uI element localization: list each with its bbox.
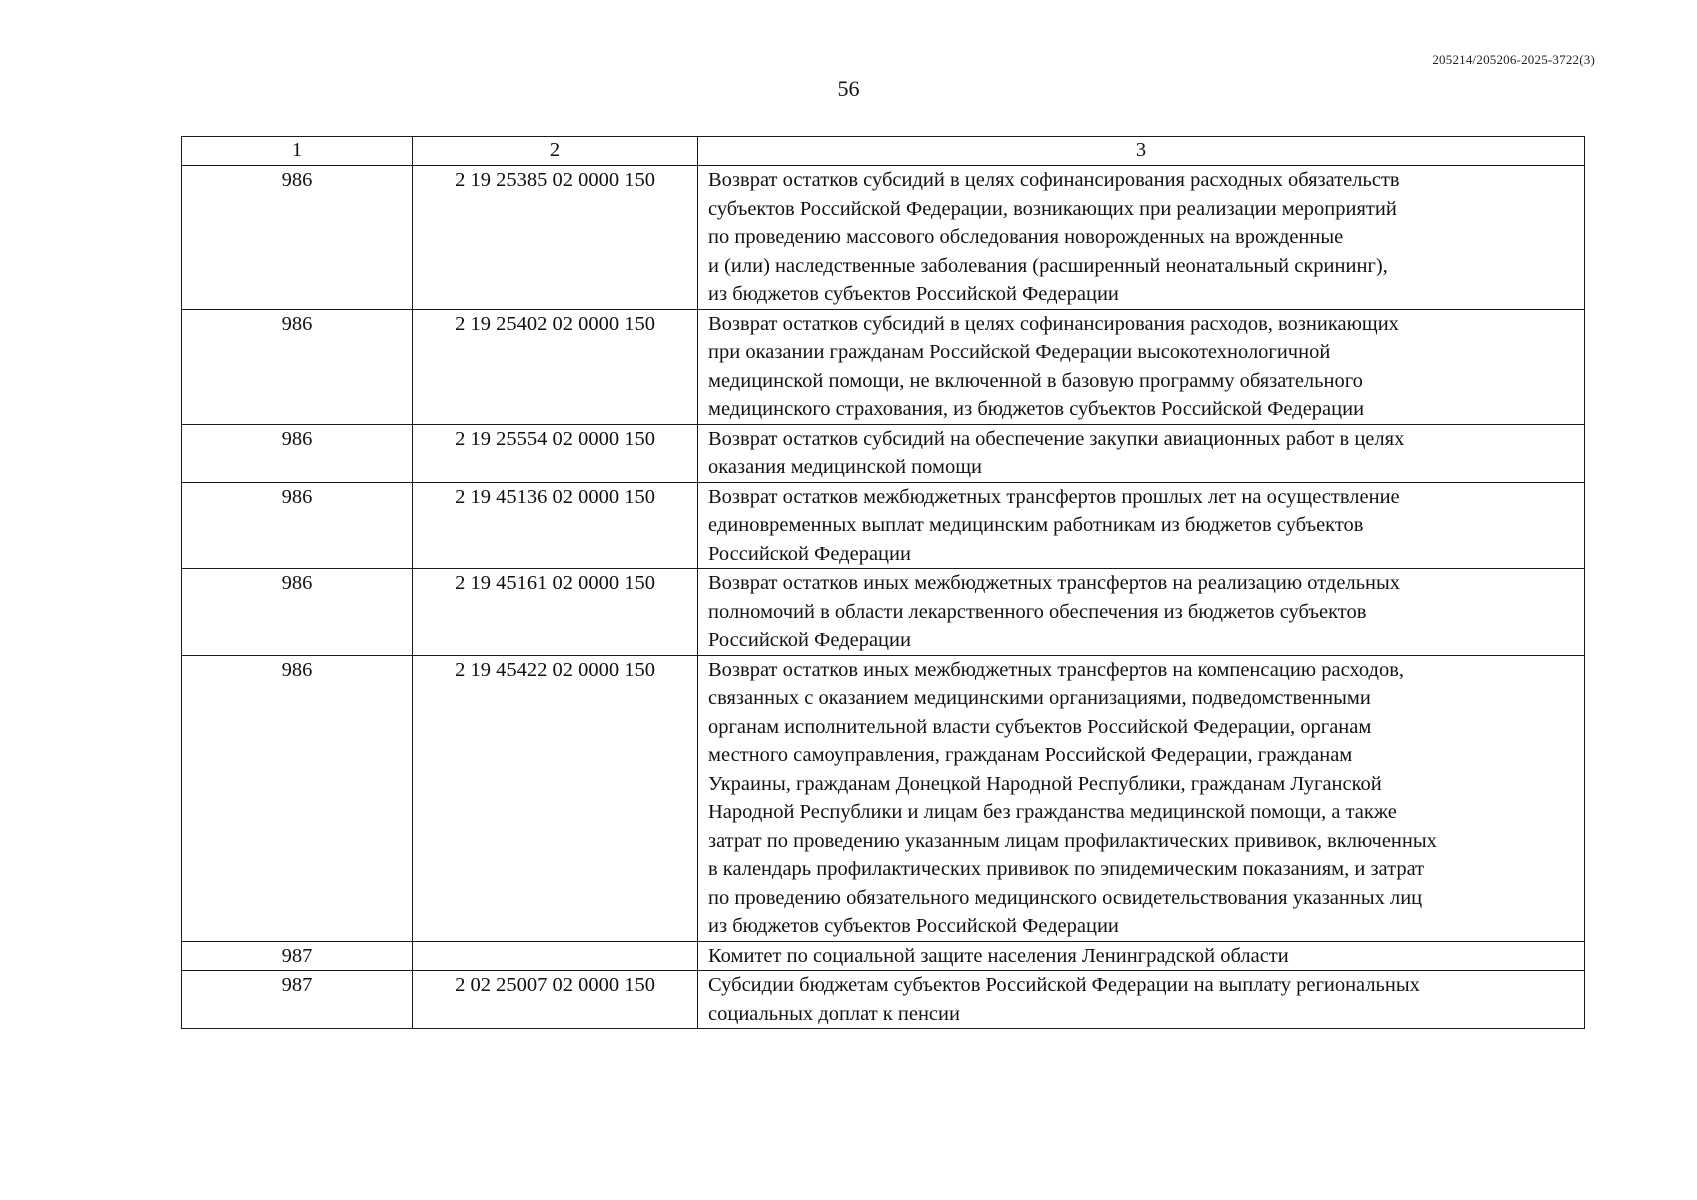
admin-code-cell: 986: [182, 482, 413, 569]
table-row: [182, 166, 1585, 310]
description-line: Возврат остатков субсидий на обеспечение закупки авиационных работ в целях: [708, 427, 1405, 450]
description-line: Возврат остатков субсидий в целях софинансирования расходных обязательств: [708, 169, 1400, 191]
description-line: Российской Федерации: [708, 542, 911, 565]
description-cell: [698, 424, 1585, 482]
description-line: Комитет по социальной защите населения Ленинградской области: [708, 944, 1289, 967]
description-line: в календарь профилактических прививок по эпидемическим показаниям, и затрат: [708, 858, 1425, 880]
admin-code-cell: 986: [182, 424, 413, 482]
description-line: субъектов Российской Федерации, возникающих при реализации мероприятий: [708, 197, 1397, 220]
table-row: [182, 569, 1585, 656]
description-line: медицинского страхования, из бюджетов субъектов Российской Федерации: [708, 398, 1365, 420]
description-line: затрат по проведению указанным лицам профилактических прививок, включенных: [708, 829, 1437, 852]
budget-code-cell: 2 19 45422 02 0000 150: [413, 655, 698, 941]
column-header-3: 3: [698, 137, 1585, 166]
table-row: [182, 482, 1585, 569]
description-cell: [698, 309, 1585, 424]
description-line: Российской Федерации: [708, 629, 911, 651]
budget-code-cell: 2 19 45136 02 0000 150: [413, 482, 698, 569]
document-id: 205214/205206-2025-3722(3): [1432, 52, 1595, 67]
table-row: [182, 971, 1585, 1029]
description-line: из бюджетов субъектов Российской Федерации: [708, 915, 1119, 937]
description-line: медицинской помощи, не включенной в базовую программу обязательного: [708, 369, 1363, 392]
table-body: [182, 166, 1585, 1029]
description-line: связанных с оказанием медицинскими организациями, подведомственными: [708, 687, 1371, 709]
description-line: Субсидии бюджетам субъектов Российской Федерации на выплату региональных: [708, 974, 1420, 996]
table-row: [182, 655, 1585, 941]
admin-code-cell: 986: [182, 655, 413, 941]
admin-code-cell: 986: [182, 166, 413, 310]
description-line: и (или) наследственные заболевания (расширенный неонатальный скрининг),: [708, 254, 1388, 277]
description-cell: [698, 941, 1585, 971]
description-line: по проведению массового обследования новорожденных на врожденные: [708, 226, 1344, 248]
table-row: [182, 424, 1585, 482]
description-line: при оказании гражданам Российской Федерации высокотехнологичной: [708, 341, 1331, 363]
budget-code-cell: 2 19 25385 02 0000 150: [413, 166, 698, 310]
budget-code-cell: 2 19 25402 02 0000 150: [413, 309, 698, 424]
column-header-2: 2: [413, 137, 698, 166]
page-number: 56: [837, 76, 860, 101]
description-line: социальных доплат к пенсии: [708, 1002, 960, 1025]
description-cell: [698, 569, 1585, 656]
admin-code-cell: 986: [182, 309, 413, 424]
table-row: [182, 309, 1585, 424]
description-line: местного самоуправления, гражданам Российской Федерации, гражданам: [708, 744, 1353, 766]
table-header-row: [182, 137, 1585, 166]
budget-code-cell: 2 19 25554 02 0000 150: [413, 424, 698, 482]
description-cell: [698, 971, 1585, 1029]
description-line: из бюджетов субъектов Российской Федерации: [708, 283, 1119, 305]
budget-classification-table: [181, 136, 1585, 1029]
description-line: единовременных выплат медицинским работникам из бюджетов субъектов: [708, 514, 1364, 536]
description-cell: [698, 655, 1585, 941]
admin-code-cell: 987: [182, 971, 413, 1029]
description-line: Возврат остатков межбюджетных трансфертов прошлых лет на осуществление: [708, 485, 1400, 508]
description-line: оказания медицинской помощи: [708, 456, 982, 478]
budget-code-cell: 2 19 45161 02 0000 150: [413, 569, 698, 656]
description-line: Возврат остатков иных межбюджетных трансфертов на компенсацию расходов,: [708, 658, 1405, 681]
table-row: [182, 941, 1585, 971]
description-line: Народной Республики и лицам без гражданства медицинской помощи, а также: [708, 801, 1397, 823]
description-line: Украины, гражданам Донецкой Народной Республики, гражданам Луганской: [708, 772, 1382, 795]
budget-code-cell: [413, 941, 698, 971]
description-line: полномочий в области лекарственного обеспечения из бюджетов субъектов: [708, 600, 1367, 623]
admin-code-cell: 987: [182, 941, 413, 971]
description-cell: [698, 482, 1585, 569]
description-line: органам исполнительной власти субъектов Российской Федерации, органам: [708, 715, 1372, 738]
description-line: по проведению обязательного медицинского освидетельствования указанных лиц: [708, 886, 1423, 909]
column-header-1: 1: [182, 137, 413, 166]
description-line: Возврат остатков иных межбюджетных трансфертов на реализацию отдельных: [708, 572, 1401, 594]
description-line: Возврат остатков субсидий в целях софинансирования расходов, возникающих: [708, 312, 1399, 335]
admin-code-cell: 986: [182, 569, 413, 656]
budget-code-cell: 2 02 25007 02 0000 150: [413, 971, 698, 1029]
description-cell: [698, 166, 1585, 310]
